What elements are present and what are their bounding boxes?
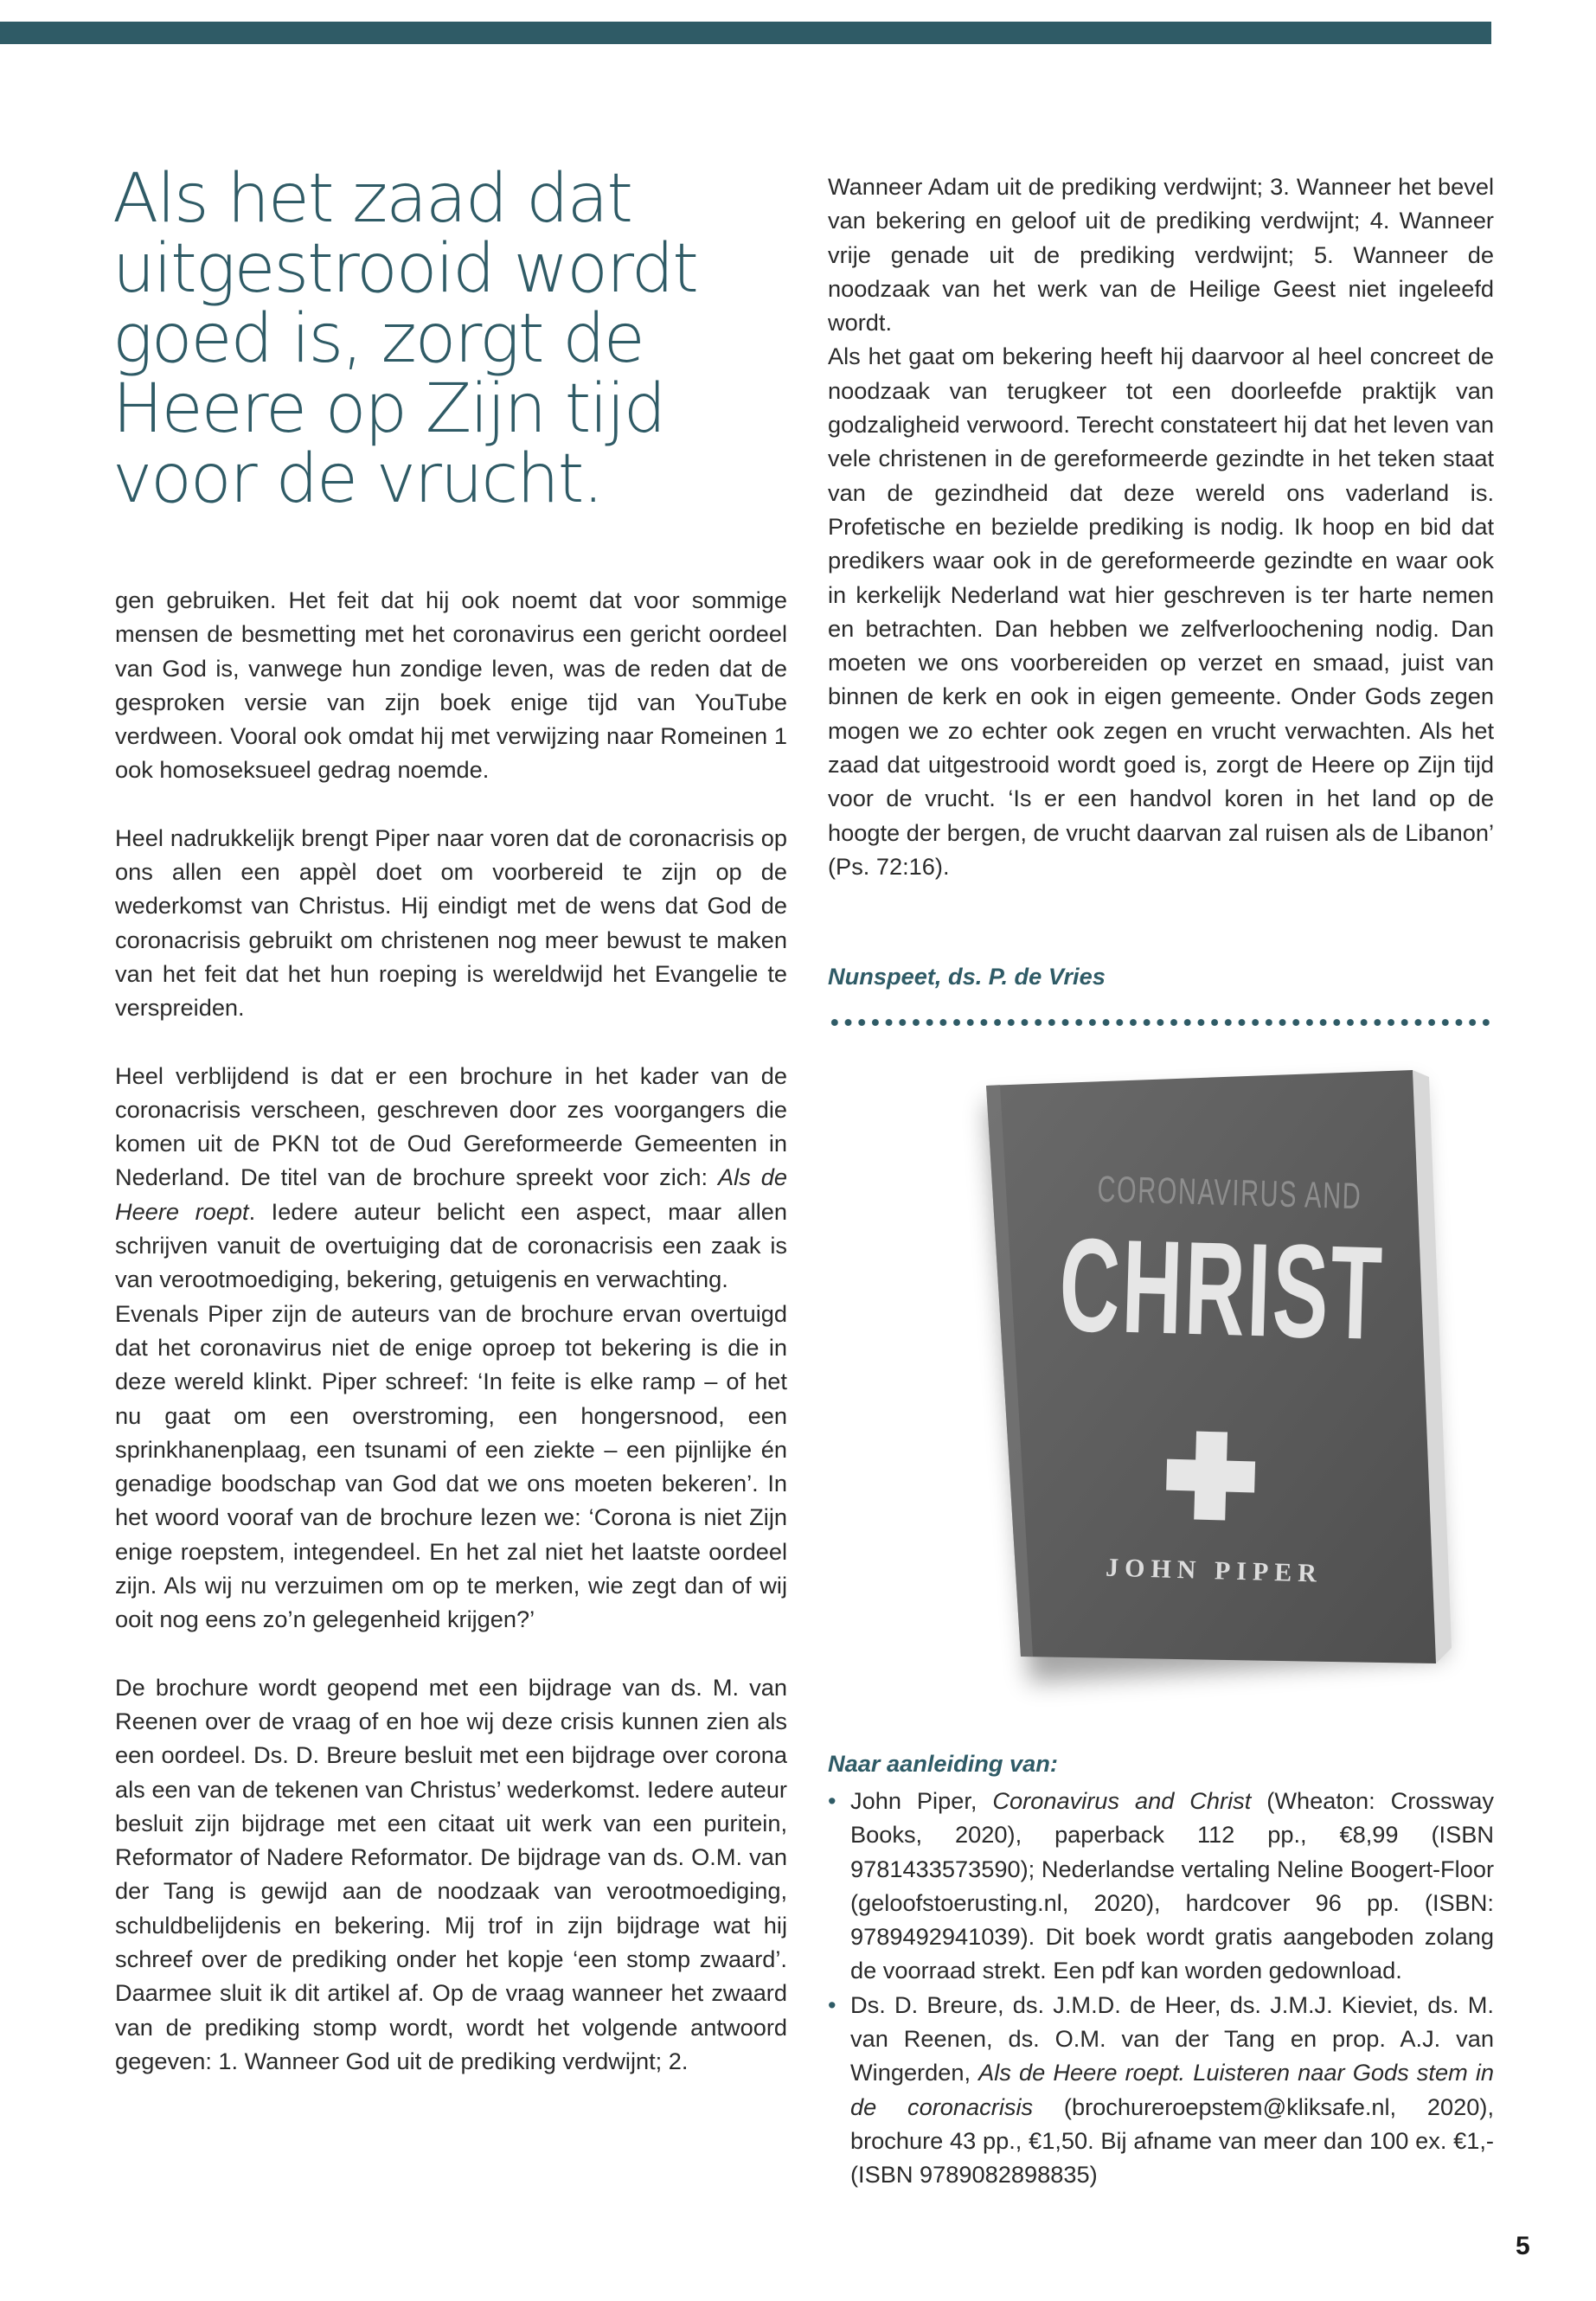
brochure-title: Als de Heere roept: [115, 1163, 787, 1225]
reference-title: Als de Heere roept. Luisteren naar Gods stem in de coronacrisis: [850, 2059, 1494, 2120]
pull-quote-line: uitgestrooid wordt: [112, 230, 697, 308]
author-signature: Nunspeet, ds. P. de Vries: [828, 963, 1106, 990]
book-subtitle: CORONAVIRUS AND: [1096, 1168, 1363, 1217]
page-number: 5: [1516, 2232, 1530, 2260]
paragraph: Als het gaat om bekering heeft hij daarvoor al heel concreet de noodzaak van terugkeer tot een doorleefde praktijk van godzaligheid verwoord. Terecht constateert hij dat het leven van vele christenen in de gereformeerde gezindte in het teken staat van de gezindheid dat deze wereld ons vaderland is. Profetische en bezielde prediking is nodig. Ik hoop en bid dat predikers waar ook in de gereformeerde gezindte en waar ook in kerkelijk Nederland wat hier geschreven is ter harte nemen en betrachten. Dan hebben we zelfverloochening nodig. Dan moeten we ons voorbereiden op verzet en smaad, juist van binnen de kerk en ook in eigen gemeente. Onder Gods zegen mogen we zo echter ook zegen en vrucht verwachten. Als het zaad dat uitgestrooid wordt goed is, zorgt de Heere op Zijn tijd voor de vrucht. ‘Is er een handvol koren in het land op de hoogte der bergen, de vrucht daarvan zal ruisen als de Libanon’ (Ps. 72:16).: [828, 343, 1494, 880]
paragraph: Evenals Piper zijn de auteurs van de brochure ervan overtuigd dat het coronavirus niet de enige oproep tot bekering is die in deze wereld klinkt. Piper schreef: ‘In feite is elke ramp – of het nu gaat om een overstroming, een hongersnood, een sprinkhanenplaag, een tsunami of een ziekte – een pijnlijke én genadige boodschap van God dat we ons moeten bekeren’. In het woord vooraf van de brochure lezen we: ‘Corona is niet Zijn enige roepstem, integendeel. En het zal niet het laatste oordeel zijn. Als wij nu verzuimen om op te merken, wie zegt dan of wij ooit nog eens zo’n gelegenheid krijgen?’: [115, 1299, 787, 1633]
book-title: CHRIST: [1057, 1211, 1387, 1368]
dotted-divider: [828, 1016, 1494, 1029]
pull-quote: [112, 160, 770, 518]
paragraph: Wanneer Adam uit de prediking verdwijnt; 3. Wanneer het bevel van bekering en geloof uit de prediking verdwijnt; 4. Wanneer vrije genade uit de prediking verdwijnt; 5. Wanneer de noodzaak van het werk van de Heilige Geest niet ingeleefd wordt.: [828, 173, 1494, 336]
reference-item: [828, 1988, 1494, 2192]
reference-text: (brochureroepstem@kliksafe.nl, 2020), brochure 43 pp., €1,50. Bij afname van meer dan 100 ex. €1,- (ISBN 9789082898835): [850, 2093, 1494, 2189]
right-column: [828, 170, 1494, 883]
paragraph-text: Heel verblijdend is dat er een brochure in het kader van de coronacrisis verscheen, geschreven door zes voorgangers die komen uit de PKN tot de Oud Gereformeerde Gemeenten in Nederland. De titel van de brochure spreekt voor zich:: [115, 1061, 787, 1191]
paragraph: [115, 1059, 787, 1297]
reference-text: Ds. D. Breure, ds. J.M.D. de Heer, ds. J.M.J. Kieviet, ds. M. van Reenen, ds. O.M. van der Tang en prop. A.J. van Wingerden,: [850, 1990, 1494, 2086]
pull-quote-line: goed is, zorgt de: [112, 300, 644, 378]
left-column: [115, 583, 787, 2078]
paragraph-text: . Iedere auteur belicht een aspect, maar allen schrijven vanuit de overtuiging dat de coronacrisis een zaak is van verootmoediging, bekering, getuigenis en verwachting.: [115, 1197, 787, 1293]
paragraph: De brochure wordt geopend met een bijdrage van ds. M. van Reenen over de vraag of en hoe wij deze crisis kunnen zien als een oordeel. Ds. D. Breure besluit met een bijdrage over corona als een van de tekenen van Christus’ wederkomst. Iedere auteur besluit zijn bijdrage met een citaat uit werk van een puritein, Reformator of Nadere Reformator. De bijdrage van ds. O.M. van der Tang is gewijd aan de noodzaak van verootmoediging, schuldbelijdenis en bekering. Mij trof in zijn bijdrage wat hij schreef over de prediking onder het kopje ‘een stomp zwaard’. Daarmee sluit ik dit artikel af. Op de vraag wanneer het zwaard van de prediking stomp wordt, wordt het volgende antwoord gegeven: 1. Wanneer God uit de prediking verdwijnt; 2.: [115, 1673, 787, 2074]
reference-text: (Wheaton: Crossway Books, 2020), paperback 112 pp., €8,99 (ISBN 9781433573590); Nederlandse vertaling Neline Boogert-Floor (geloofstoerusting.nl, 2020), hardcover 96 pp. (ISBN: 9789492941039). Dit boek wordt gratis aangeboden zolang de voorraad strekt. Een pdf kan worden gedownload.: [850, 1787, 1494, 1984]
pull-quote-line: Heere op Zijn tijd: [112, 370, 665, 448]
header-bar: [0, 22, 1491, 44]
reference-title: Coronavirus and Christ: [992, 1787, 1252, 1814]
reference-text: John Piper,: [850, 1787, 993, 1814]
references-list: [828, 1784, 1494, 2192]
paragraph: Heel nadrukkelijk brengt Piper naar voren dat de coronacrisis op ons allen een appèl doet om voorbereid te zijn op de wederkomst van Christus. Hij eindigt met de wens dat God de coronacrisis gebruikt om christenen nog meer bewust te maken van het feit dat het hun roeping is wereldwijd het Evangelie te verspreiden.: [115, 824, 787, 1022]
book-author: JOHN PIPER: [1105, 1553, 1324, 1588]
pull-quote-line: Als het zaad dat: [112, 160, 631, 238]
pull-quote-line: voor de vrucht.: [112, 440, 603, 518]
reference-item: [828, 1784, 1494, 1988]
paragraph: gen gebruiken. Het feit dat hij ook noemt dat voor sommige mensen de besmetting met het coronavirus een gericht oordeel van God is, vanwege hun zondige leven, was de reden dat de gesproken versie van zijn boek enige tijd van YouTube verdween. Vooral ook omdat hij met verwijzing naar Romeinen 1 ook homoseksueel gedrag noemde.: [115, 586, 787, 784]
references-heading: Naar aanleiding van:: [828, 1750, 1058, 1777]
book-cover-image: [934, 1051, 1488, 1708]
